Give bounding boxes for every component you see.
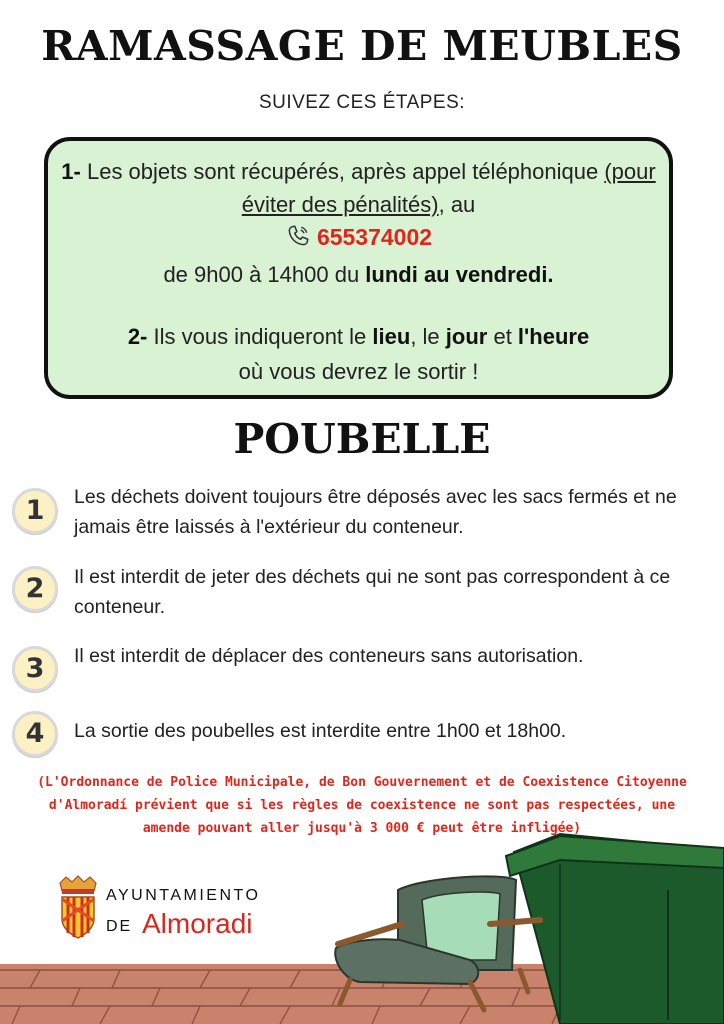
- step-2-text: Ils vous indiqueront le: [147, 324, 373, 349]
- step-2-time: l'heure: [517, 324, 590, 349]
- coat-of-arms-icon: [56, 875, 100, 941]
- city-logo: [56, 875, 286, 945]
- rule-number-badge: 1: [12, 488, 58, 534]
- step-2-number: 2-: [127, 324, 148, 349]
- step-2-place: lieu: [372, 324, 411, 349]
- step-2-day: jour: [445, 324, 488, 349]
- step-2-text-c: et: [487, 324, 518, 349]
- step-1-text-end: , au: [438, 192, 476, 217]
- rule-text: Il est interdit de déplacer des conteneurs sans autorisation.: [74, 645, 584, 667]
- rule-text: Les déchets doivent toujours être déposés avec les sacs fermés et ne jamais être laissés à l'extérieur du conteneur.: [74, 486, 677, 538]
- rule-number-badge: 3: [12, 646, 58, 692]
- rule-number-badge: 2: [12, 566, 58, 612]
- section-title-poubelle: POUBELLE: [233, 415, 491, 463]
- step-2: [48, 319, 669, 389]
- step-2-text-d: où vous devrez le sortir !: [238, 359, 479, 384]
- furniture-steps-box: [44, 137, 673, 399]
- step-1-text: Les objets sont récupérés, après appel téléphonique: [80, 159, 605, 184]
- rule-text: Il est interdit de jeter des déchets qui ne sont pas correspondent à ce conteneur.: [74, 566, 671, 618]
- step-2-text-b: , le: [410, 324, 446, 349]
- phone-number[interactable]: 655374002: [316, 224, 433, 250]
- rule-text: La sortie des poubelles est interdite entre 1h00 et 18h00.: [74, 720, 567, 742]
- logo-line-2-de: DE: [106, 918, 133, 935]
- hours-text: de 9h00 à 14h00 du: [163, 262, 366, 287]
- logo-city-name: Almoradi: [142, 908, 253, 939]
- days-text: lundi au vendredi.: [365, 262, 554, 287]
- page-subtitle: SUIVEZ CES ÉTAPES:: [258, 92, 466, 113]
- logo-line-1: AYUNTAMIENTO: [106, 887, 261, 904]
- step-1: [48, 155, 669, 291]
- phone-line: [48, 221, 669, 258]
- step-1-number: 1-: [61, 159, 81, 184]
- phone-icon: [285, 223, 311, 258]
- page-title: RAMASSAGE DE MEUBLES: [41, 22, 683, 70]
- penalty-note: (pour éviter des pénalités): [241, 159, 656, 217]
- legal-notice: (L'Ordonnance de Police Municipale, de Bon Gouvernement et de Coexistence Citoyenne d'Almoradí prévient que si les règles de coexistence ne sont pas respectées, une amende pouvant aller jusqu'à 3 000 € peut être infligée): [37, 775, 687, 836]
- rule-number-badge: 4: [12, 711, 58, 757]
